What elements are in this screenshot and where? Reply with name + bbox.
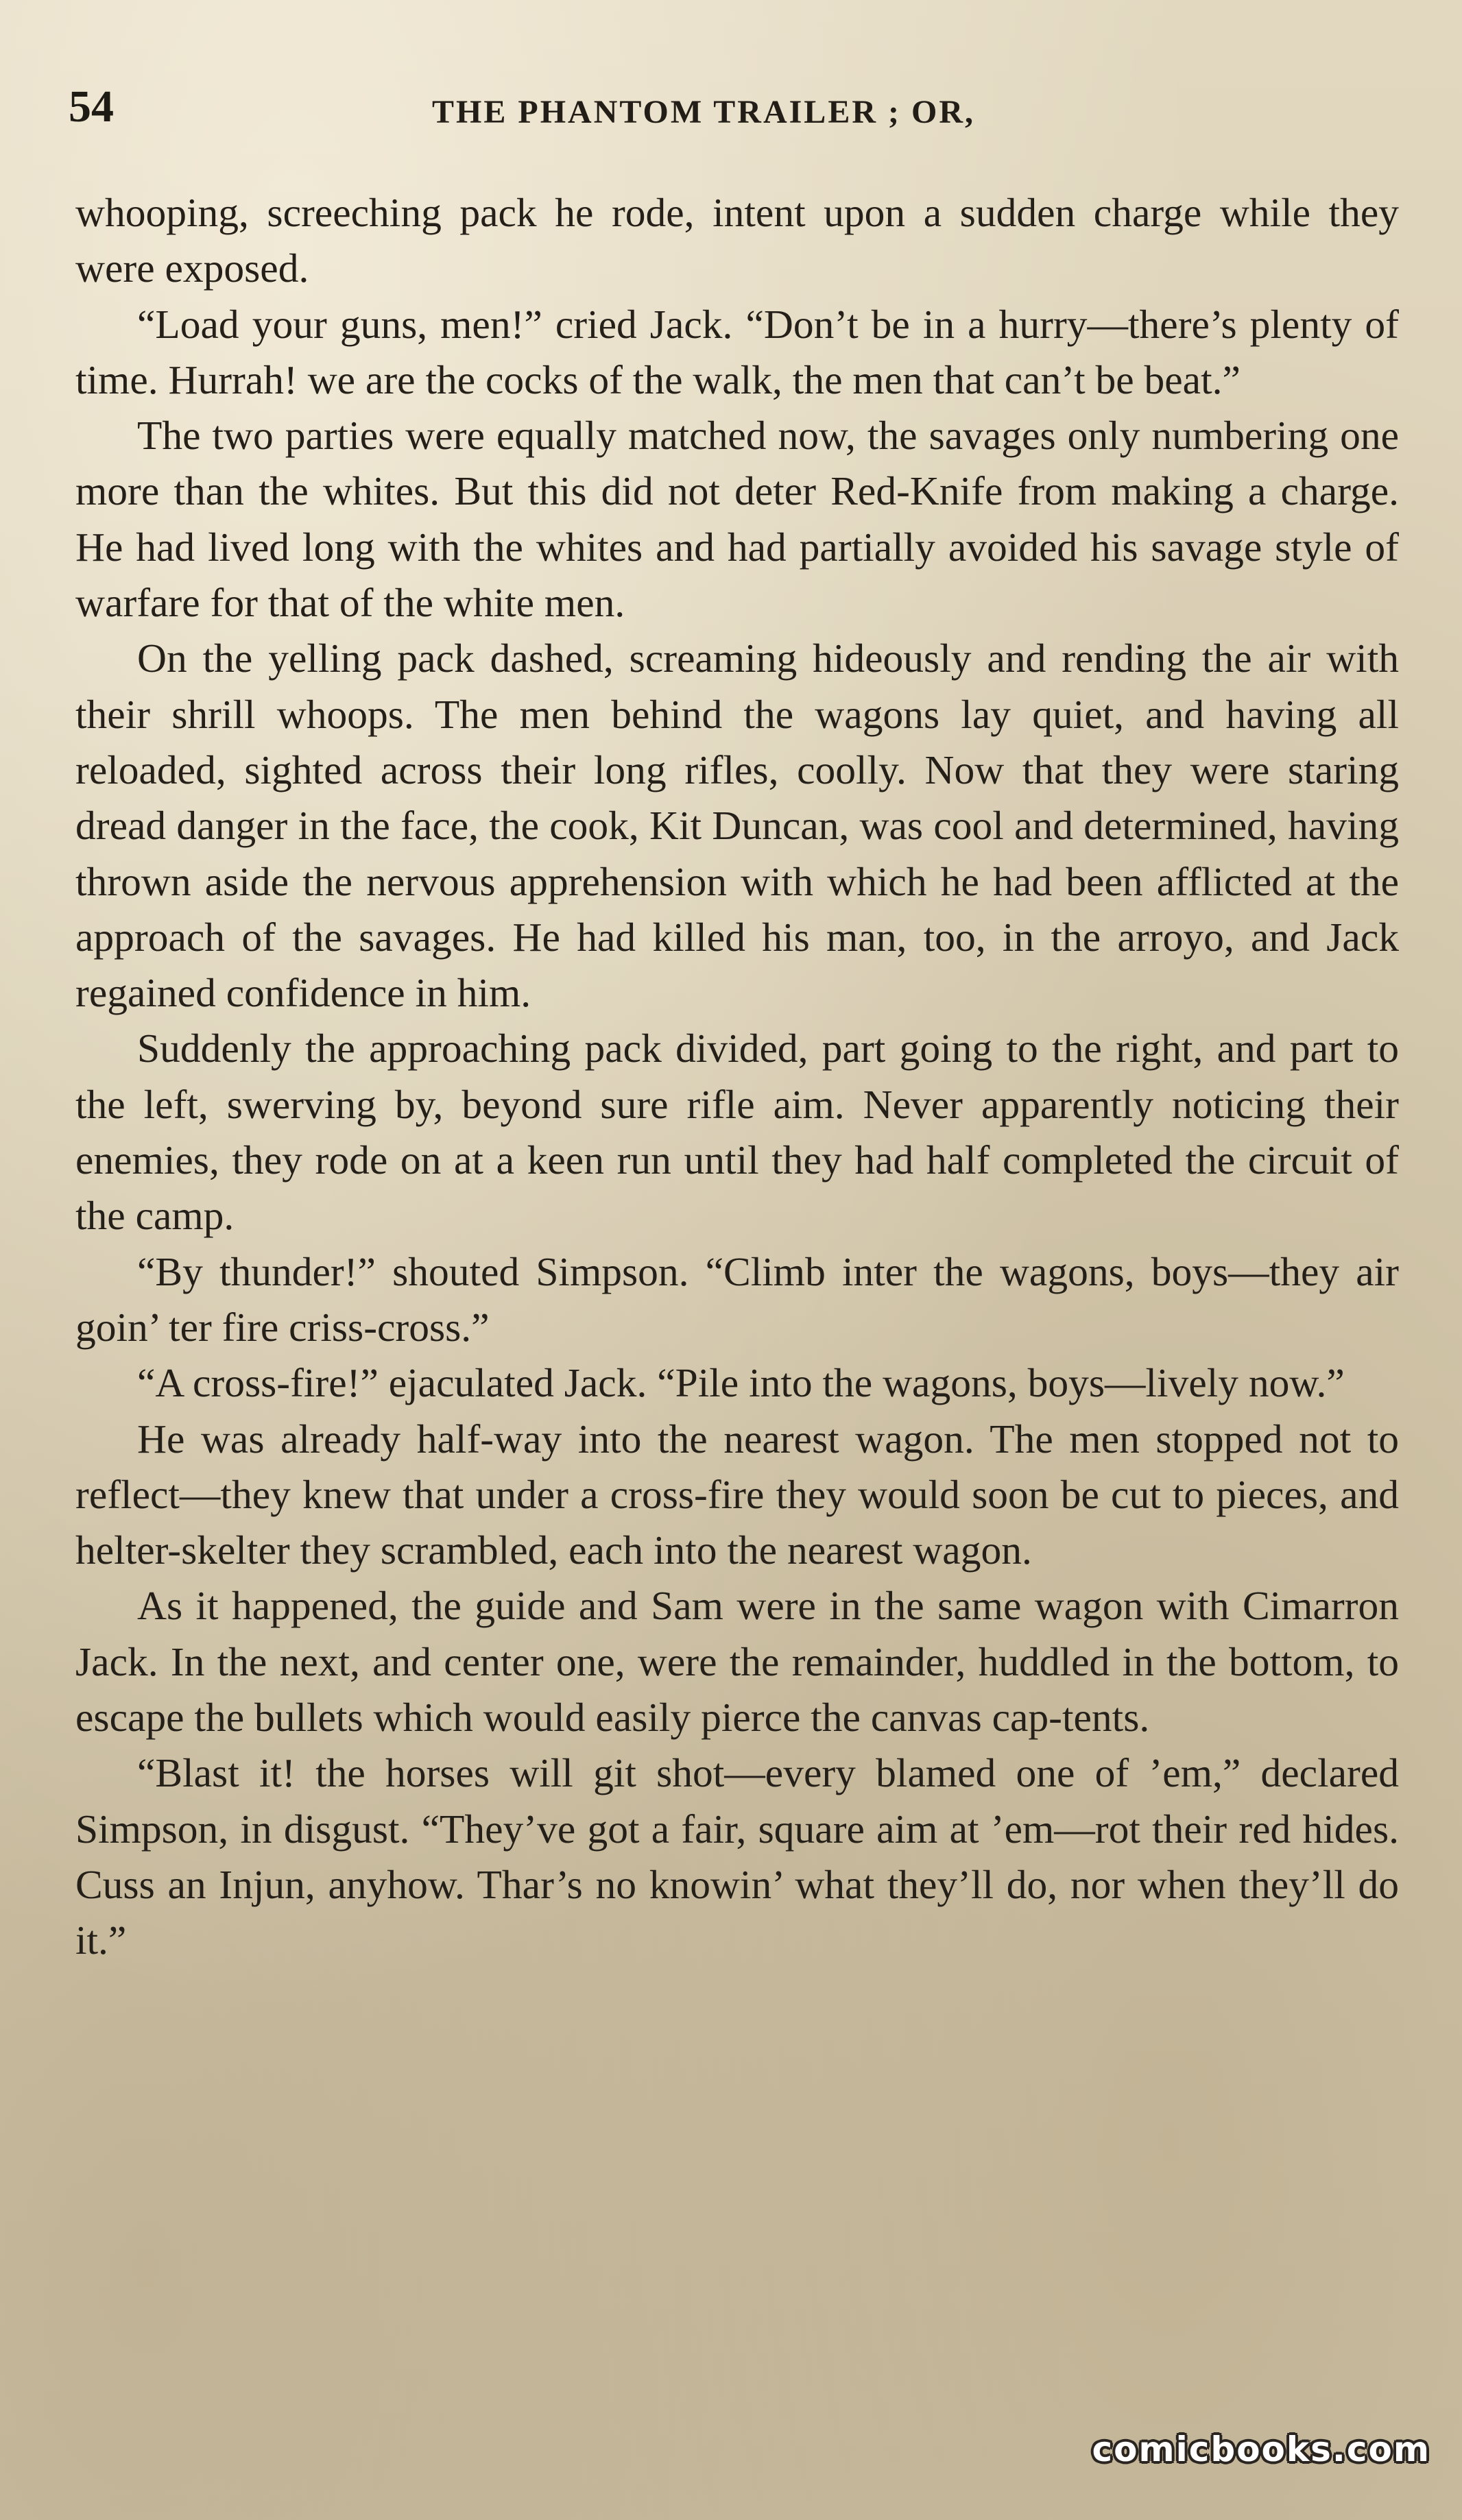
watermark: comicbooks.com (1092, 2430, 1430, 2469)
paragraph: “Blast it! the horses will git shot—every blamed one of ’em,” declared Simpson, in disgust. “They’ve got a fair, square aim at ’em—rot their red hides. Cuss an Injun, anyhow. Thar’s no knowin’ what they’ll do, nor when they’ll do it.” (75, 1750, 1399, 1963)
paragraph: The two parties were equally matched now, the savages only numbering one more than the whites. But this did not deter Red-Knife from making a charge. He had lived long with the whites and had partially avoided his savage style of warfare for that of the white men. (75, 413, 1399, 626)
paragraph: “Load your guns, men!” cried Jack. “Don’t be in a hurry—there’s plenty of time. Hurrah! we are the cocks of the walk, the men that can’t be beat.” (75, 301, 1399, 402)
paragraph: Suddenly the approaching pack divided, part going to the right, and part to the left, swerving by, beyond sure rifle aim. Never apparently noticing their enemies, they rode on at a keen run until they had half completed the circuit of the camp. (75, 1026, 1399, 1239)
page-number: 54 (69, 82, 114, 132)
body-text (75, 185, 1399, 1969)
paragraph: On the yelling pack dashed, screaming hideously and rending the air with their shrill whoops. The men behind the wagons lay quiet, and having all reloaded, sighted across their long rifles, coolly. Now that they were staring dread danger in the face, the cook, Kit Duncan, was cool and determined, having thrown aside the nervous apprehension with which he had been afflicted at the approach of the savages. He had killed his man, too, in the arroyo, and Jack regained confidence in him. (75, 635, 1399, 1016)
page-header (69, 81, 1399, 136)
paragraph: As it happened, the guide and Sam were in the same wagon with Cimarron Jack. In the next, and center one, were the remainder, huddled in the bottom, to escape the bullets which would easily pierce the canvas cap-tents. (75, 1583, 1399, 1741)
paragraph: He was already half-way into the nearest wagon. The men stopped not to reflect—they knew that under a cross-fire they would soon be cut to pieces, and helter-skelter they scrambled, each into the nearest wagon. (75, 1416, 1399, 1573)
paragraph: “A cross-fire!” ejaculated Jack. “Pile into the wagons, boys—lively now.” (137, 1360, 1345, 1406)
paragraph: whooping, screeching pack he rode, intent upon a sudden charge while they were exposed. (75, 190, 1399, 291)
paragraph: “By thunder!” shouted Simpson. “Climb inter the wagons, boys—they air goin’ ter fire criss-cross.” (75, 1248, 1399, 1350)
running-head: THE PHANTOM TRAILER ; OR, (432, 94, 975, 130)
